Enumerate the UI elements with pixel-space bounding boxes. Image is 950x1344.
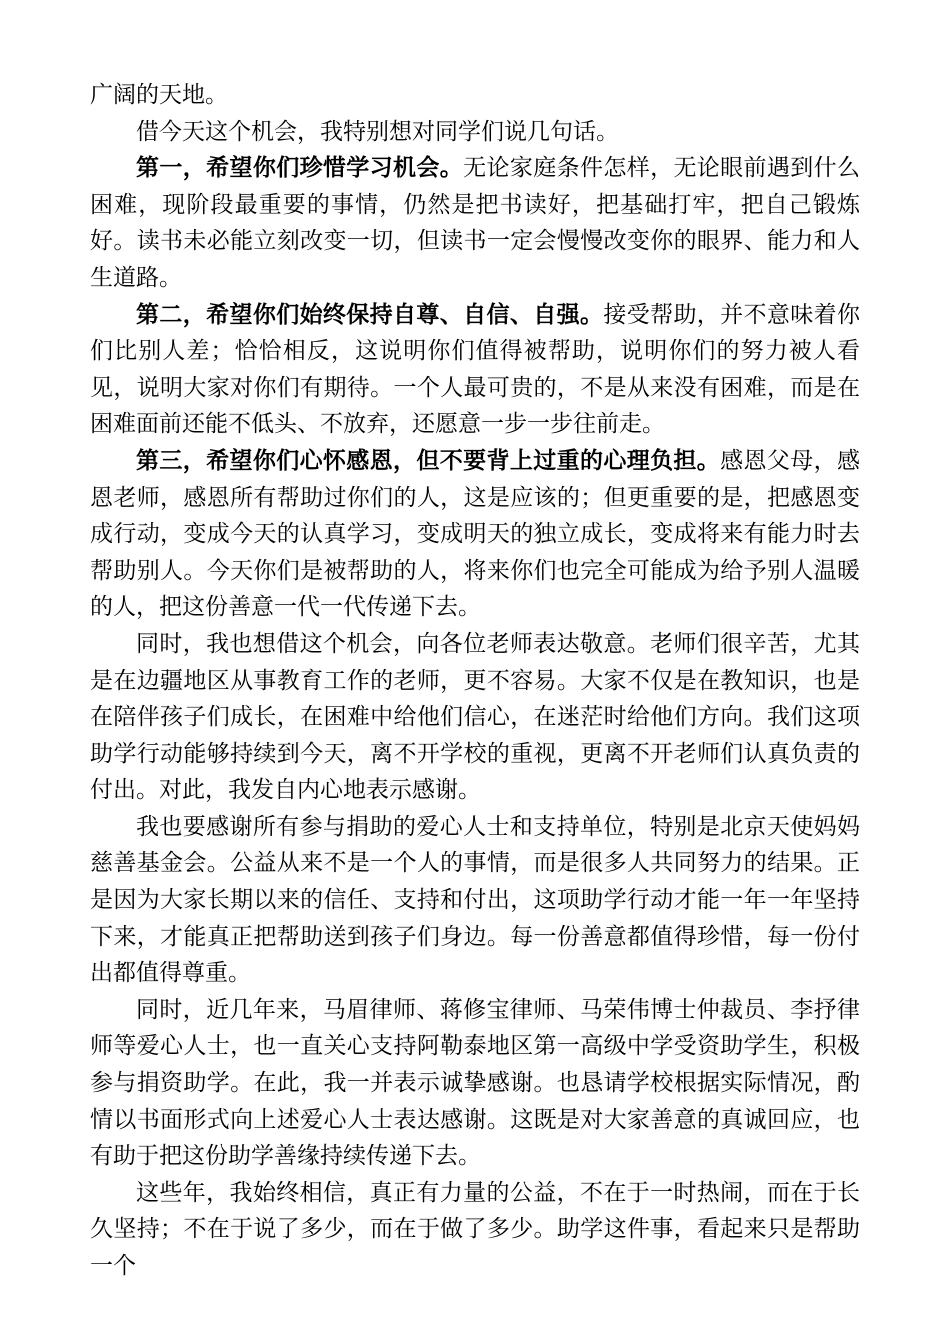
paragraph-intro-tail — [90, 77, 860, 114]
paragraph-text: 这些年，我始终相信，真正有力量的公益，不在于一时热闹，而在于长久坚持；不在于说了多少，而在于做了多少。助学这件事，看起来只是帮助一个 — [90, 1179, 860, 1279]
paragraph-opening — [90, 114, 860, 151]
paragraph-text: 接受帮助，并不意味着你们比别人差；恰恰相反，这说明你们值得被帮助，说明你们的努力被人看见，说明大家对你们有期待。一个人最可贵的，不是从来没有困难，而是在困难面前还能不低头、不放弃，还愿意一步一步往前走。 — [90, 301, 861, 438]
paragraph-point-one — [90, 150, 860, 296]
paragraph-heading: 第二，希望你们始终保持自尊、自信、自强。 — [136, 301, 604, 328]
paragraph-donors — [90, 809, 860, 992]
paragraph-text: 无论家庭条件怎样，无论眼前遇到什么困难，现阶段最重要的事情，仍然是把书读好，把基础打牢，把自己锻炼好。读书未必能立刻改变一切，但读书一定会慢慢改变你的眼界、能力和人生道路。 — [90, 155, 861, 291]
paragraph-heading: 第三，希望你们心怀感恩，但不要背上过重的心理负担。 — [136, 447, 721, 474]
paragraph-text: 广阔的天地。 — [90, 82, 228, 108]
paragraph-point-two — [90, 297, 860, 443]
paragraph-lawyers — [90, 992, 860, 1175]
paragraph-text: 同时，我也想借这个机会，向各位老师表达敬意。老师们很辛苦，尤其是在边疆地区从事教育工作的老师，更不容易。大家不仅是在教知识，也是在陪伴孩子们成长，在困难中给他们信心，在迷茫时给他们方向。我们这项助学行动能够持续到今天，离不开学校的重视，更离不开老师们认真负责的付出。对此，我发自内心地表示感谢。 — [90, 630, 860, 804]
paragraph-closing — [90, 1175, 860, 1285]
paragraph-point-three — [90, 443, 860, 626]
paragraph-teachers — [90, 626, 860, 809]
paragraph-text: 借今天这个机会，我特别想对同学们说几句话。 — [136, 118, 619, 145]
paragraph-text: 我也要感谢所有参与捐助的爱心人士和支持单位，特别是北京天使妈妈慈善基金会。公益从来不是一个人的事情，而是很多人共同努力的结果。正是因为大家长期以来的信任、支持和付出，这项助学行动才能一年一年坚持下来，才能真正把帮助送到孩子们身边。每一份善意都值得珍惜，每一份付出都值得尊重。 — [90, 813, 860, 987]
paragraph-text: 同时，近几年来，马眉律师、蒋修宝律师、马荣伟博士仲裁员、李抒律师等爱心人士，也一直关心支持阿勒泰地区第一高级中学受资助学生，积极参与捐资助学。在此，我一并表示诚挚感谢。也恳请学校根据实际情况，酌情以书面形式向上述爱心人士表达感谢。这既是对大家善意的真诚回应，也有助于把这份助学善缘持续传递下去。 — [90, 996, 860, 1170]
paragraph-text: 感恩父母，感恩老师，感恩所有帮助过你们的人，这是应该的；但更重要的是，把感恩变成行动，变成今天的认真学习，变成明天的独立成长，变成将来有能力时去帮助别人。今天你们是被帮助的人，将来你们也完全可能成为给予别人温暖的人，把这份善意一代一代传递下去。 — [90, 447, 861, 621]
document-page — [90, 77, 860, 1285]
paragraph-heading: 第一，希望你们珍惜学习机会。 — [136, 155, 464, 182]
